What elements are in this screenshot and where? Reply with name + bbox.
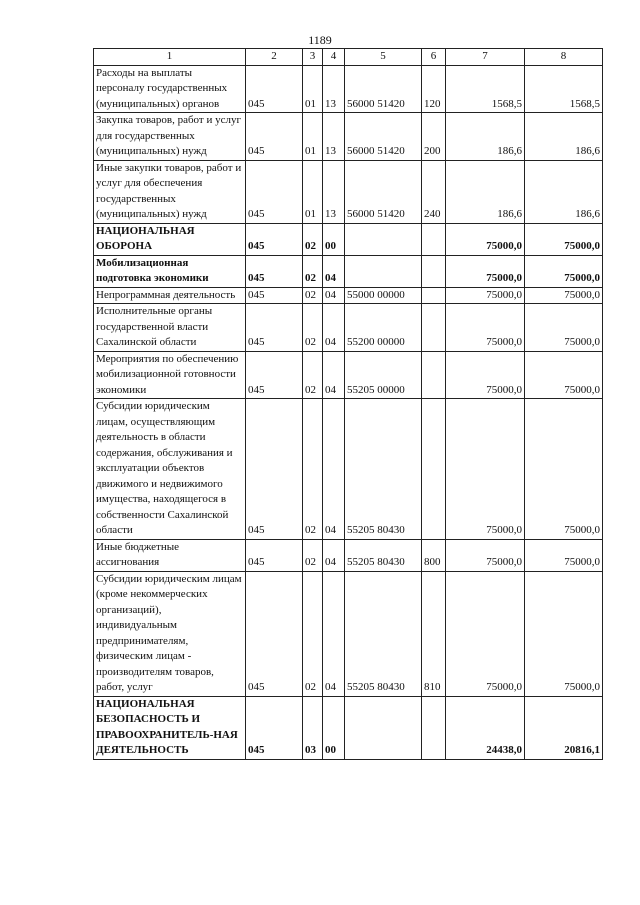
- table-body: [94, 65, 603, 759]
- table-cell: 75000,0: [525, 223, 603, 255]
- table-cell: 02: [303, 255, 323, 287]
- table-cell: [422, 351, 446, 399]
- table-cell: 56000 51420: [345, 65, 422, 113]
- table-row: [94, 160, 603, 223]
- table-cell: 02: [303, 571, 323, 696]
- table-row: [94, 571, 603, 696]
- budget-table: [93, 48, 603, 760]
- table-cell: 1568,5: [525, 65, 603, 113]
- table-row: [94, 304, 603, 352]
- table-cell: 02: [303, 304, 323, 352]
- table-cell: 045: [246, 399, 303, 540]
- table-cell: 55205 80430: [345, 539, 422, 571]
- page-number: 1189: [308, 33, 332, 47]
- table-cell: 02: [303, 287, 323, 304]
- row-name-cell: Расходы на выплаты персоналу государственных (муниципальных) органов: [94, 65, 246, 113]
- table-cell: 01: [303, 160, 323, 223]
- table-cell: 75000,0: [446, 304, 525, 352]
- table-row: [94, 255, 603, 287]
- row-name-cell: Иные бюджетные ассигнования: [94, 539, 246, 571]
- table-cell: 045: [246, 287, 303, 304]
- column-header: 8: [525, 49, 603, 66]
- table-cell: 02: [303, 399, 323, 540]
- table-cell: 55205 80430: [345, 399, 422, 540]
- table-cell: 00: [323, 696, 345, 759]
- table-cell: 75000,0: [525, 539, 603, 571]
- table-cell: 186,6: [525, 113, 603, 161]
- table-row: [94, 223, 603, 255]
- table-cell: 810: [422, 571, 446, 696]
- table-cell: 240: [422, 160, 446, 223]
- table-cell: 04: [323, 399, 345, 540]
- column-header: 4: [323, 49, 345, 66]
- row-name-cell: Мобилизационная подготовка экономики: [94, 255, 246, 287]
- table-cell: [345, 255, 422, 287]
- table-cell: 75000,0: [525, 351, 603, 399]
- table-cell: 55205 80430: [345, 571, 422, 696]
- table-cell: 75000,0: [525, 287, 603, 304]
- row-name-cell: НАЦИОНАЛЬНАЯ ОБОРОНА: [94, 223, 246, 255]
- table-cell: 200: [422, 113, 446, 161]
- table-cell: 800: [422, 539, 446, 571]
- table-cell: 04: [323, 304, 345, 352]
- table-cell: 03: [303, 696, 323, 759]
- table-cell: 04: [323, 287, 345, 304]
- column-header: 5: [345, 49, 422, 66]
- table-cell: [345, 223, 422, 255]
- table-cell: 045: [246, 539, 303, 571]
- table-cell: 75000,0: [525, 304, 603, 352]
- table-cell: [422, 287, 446, 304]
- table-cell: [345, 696, 422, 759]
- table-row: [94, 113, 603, 161]
- row-name-cell: НАЦИОНАЛЬНАЯ БЕЗОПАСНОСТЬ И ПРАВООХРАНИТЕЛЬ-НАЯ ДЕЯТЕЛЬНОСТЬ: [94, 696, 246, 759]
- table-cell: 045: [246, 351, 303, 399]
- table-cell: 045: [246, 571, 303, 696]
- column-header: 7: [446, 49, 525, 66]
- table-cell: 75000,0: [446, 223, 525, 255]
- row-name-cell: Непрограммная деятельность: [94, 287, 246, 304]
- table-cell: 55000 00000: [345, 287, 422, 304]
- table-cell: 045: [246, 696, 303, 759]
- table-cell: 04: [323, 255, 345, 287]
- table-cell: 75000,0: [446, 571, 525, 696]
- row-name-cell: Субсидии юридическим лицам (кроме некоммерческих организаций), индивидуальным предпринимателям, физическим лицам - производителям товаров, работ, услуг: [94, 571, 246, 696]
- table-cell: [422, 696, 446, 759]
- table-cell: 75000,0: [446, 287, 525, 304]
- table-cell: 13: [323, 160, 345, 223]
- table-cell: 045: [246, 223, 303, 255]
- table-cell: 75000,0: [446, 351, 525, 399]
- table-cell: 01: [303, 113, 323, 161]
- row-name-cell: Исполнительные органы государственной власти Сахалинской области: [94, 304, 246, 352]
- table-cell: 00: [323, 223, 345, 255]
- table-cell: 55200 00000: [345, 304, 422, 352]
- table-cell: 045: [246, 304, 303, 352]
- table-cell: 1568,5: [446, 65, 525, 113]
- table-cell: 186,6: [446, 160, 525, 223]
- table-cell: 75000,0: [525, 399, 603, 540]
- table-cell: 120: [422, 65, 446, 113]
- table-cell: [422, 223, 446, 255]
- table-cell: 75000,0: [446, 255, 525, 287]
- row-name-cell: Иные закупки товаров, работ и услуг для обеспечения государственных (муниципальных) нужд: [94, 160, 246, 223]
- table-cell: 045: [246, 113, 303, 161]
- table-cell: 02: [303, 223, 323, 255]
- table-row: [94, 539, 603, 571]
- table-cell: 01: [303, 65, 323, 113]
- table-cell: 045: [246, 255, 303, 287]
- row-name-cell: Мероприятия по обеспечению мобилизационной готовности экономики: [94, 351, 246, 399]
- table-cell: 186,6: [446, 113, 525, 161]
- table-cell: 56000 51420: [345, 113, 422, 161]
- table-cell: 20816,1: [525, 696, 603, 759]
- table-row: [94, 696, 603, 759]
- table-cell: 75000,0: [525, 571, 603, 696]
- table-row: [94, 65, 603, 113]
- table-cell: [422, 399, 446, 540]
- table-cell: 02: [303, 351, 323, 399]
- table-row: [94, 399, 603, 540]
- table-cell: 045: [246, 65, 303, 113]
- table-cell: 186,6: [525, 160, 603, 223]
- table-cell: 045: [246, 160, 303, 223]
- table-cell: 04: [323, 351, 345, 399]
- table-cell: [422, 255, 446, 287]
- table-cell: [422, 304, 446, 352]
- column-header: 2: [246, 49, 303, 66]
- table-row: [94, 351, 603, 399]
- row-name-cell: Субсидии юридическим лицам, осуществляющим деятельность в области содержания, обслуживания и эксплуатации объектов движимого и недвижимого имущества, находящегося в собственности Сахалинской области: [94, 399, 246, 540]
- table-cell: 13: [323, 65, 345, 113]
- table-cell: 75000,0: [525, 255, 603, 287]
- table-cell: 75000,0: [446, 399, 525, 540]
- table-cell: 75000,0: [446, 539, 525, 571]
- table-cell: 24438,0: [446, 696, 525, 759]
- table-cell: 04: [323, 571, 345, 696]
- table-cell: 02: [303, 539, 323, 571]
- table-cell: 55205 00000: [345, 351, 422, 399]
- table-cell: 13: [323, 113, 345, 161]
- column-header: 3: [303, 49, 323, 66]
- table-header-row: [94, 49, 603, 66]
- table-cell: 04: [323, 539, 345, 571]
- column-header: 1: [94, 49, 246, 66]
- column-header: 6: [422, 49, 446, 66]
- row-name-cell: Закупка товаров, работ и услуг для государственных (муниципальных) нужд: [94, 113, 246, 161]
- table-row: [94, 287, 603, 304]
- table-cell: 56000 51420: [345, 160, 422, 223]
